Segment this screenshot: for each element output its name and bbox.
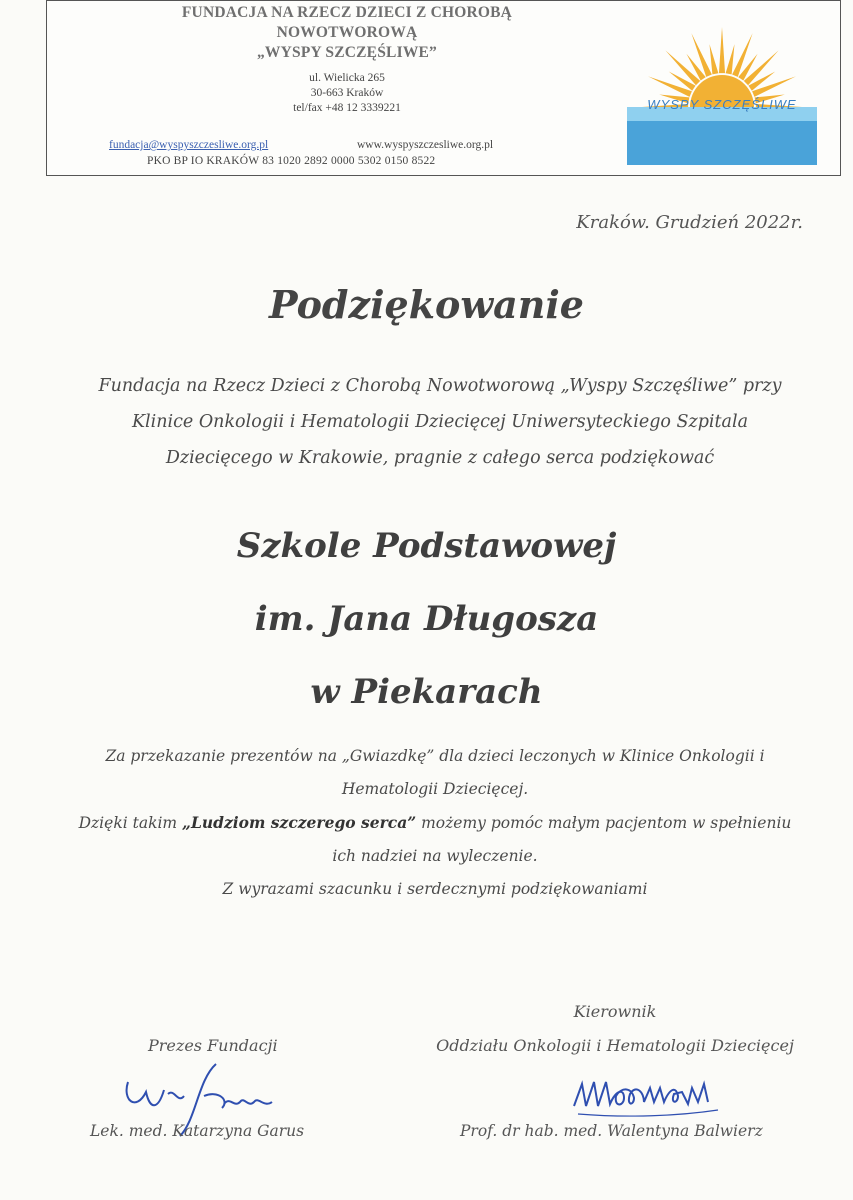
body-line <box>40 806 830 840</box>
organization-address <box>217 71 477 116</box>
sun-ray <box>648 76 692 96</box>
right-handwritten-signature <box>568 1066 758 1126</box>
sun-ray <box>752 76 796 96</box>
sun-ray <box>732 33 752 77</box>
recipient-line: im. Jana Długosza <box>254 599 599 639</box>
emphasized-phrase: „Ludziom szczerego serca” <box>182 813 417 832</box>
body-line: Za przekazanie prezentów na „Gwiazdkę” dla dzieci leczonych w Klinice Onkologii i <box>105 747 765 765</box>
body-text: Dzięki takim <box>78 814 183 832</box>
body-line: ich nadziei na wyleczenie. <box>332 847 538 865</box>
sun-ray <box>710 44 719 74</box>
logo-text: WYSPY SZCZĘŚLIWE <box>647 97 797 112</box>
left-signatory-name: Lek. med. Katarzyna Garus <box>90 1122 305 1140</box>
letter-title: Podziękowanie <box>269 282 584 327</box>
intro-line: Fundacja na Rzecz Dzieci z Chorobą Nowotworową „Wyspy Szczęśliwe” przy <box>98 376 782 396</box>
body-paragraph <box>40 740 830 906</box>
body-line: Hematologii Dziecięcej. <box>341 780 529 798</box>
org-name-line1: FUNDACJA NA RZECZ DZIECI Z CHOROBĄ <box>181 4 513 21</box>
sun-ray <box>726 44 735 74</box>
recipient-line: Szkole Podstawowej <box>236 526 617 566</box>
right-signatory-title-1: Kierownik <box>573 1002 657 1021</box>
letter-date: Kraków. Grudzień 2022r. <box>576 212 803 233</box>
closing-line: Z wyrazami szacunku i serdecznymi podziękowaniami <box>222 880 648 898</box>
phone-number: tel/fax +48 12 3339221 <box>293 102 401 114</box>
intro-paragraph <box>40 368 840 476</box>
sun-ray <box>719 27 725 73</box>
recipient-line: w Piekarach <box>310 672 543 712</box>
sun-ray <box>691 33 711 77</box>
address-street: ul. Wielicka 265 <box>309 72 385 84</box>
org-name-line2: NOWOTWOROWĄ <box>276 24 418 41</box>
right-signatory-title-2: Oddziału Onkologii i Hematologii Dziecięcej <box>436 1036 794 1055</box>
organization-name <box>117 3 577 63</box>
website-text: www.wyspyszczesliwe.org.pl <box>357 139 494 151</box>
bank-account: PKO BP IO KRAKÓW 83 1020 2892 0000 5302 0150 8522 <box>147 155 436 167</box>
foundation-logo <box>627 15 817 165</box>
intro-line: Klinice Onkologii i Hematologii Dziecięcej Uniwersyteckiego Szpitala <box>131 412 748 432</box>
letterhead <box>46 0 841 176</box>
right-signatory-name: Prof. dr hab. med. Walentyna Balwierz <box>460 1122 763 1140</box>
email-link[interactable]: fundacja@wyspyszczesliwe.org.pl <box>109 139 269 151</box>
org-name-line3: „WYSPY SZCZĘŚLIWE” <box>256 44 438 61</box>
recipient-name <box>0 510 853 729</box>
body-text: możemy pomóc małym pacjentom w spełnieniu <box>416 814 792 832</box>
left-signatory-title: Prezes Fundacji <box>148 1036 278 1055</box>
address-city: 30-663 Kraków <box>310 87 384 99</box>
intro-line: Dziecięcego w Krakowie, pragnie z całego serca podziękować <box>165 448 715 468</box>
